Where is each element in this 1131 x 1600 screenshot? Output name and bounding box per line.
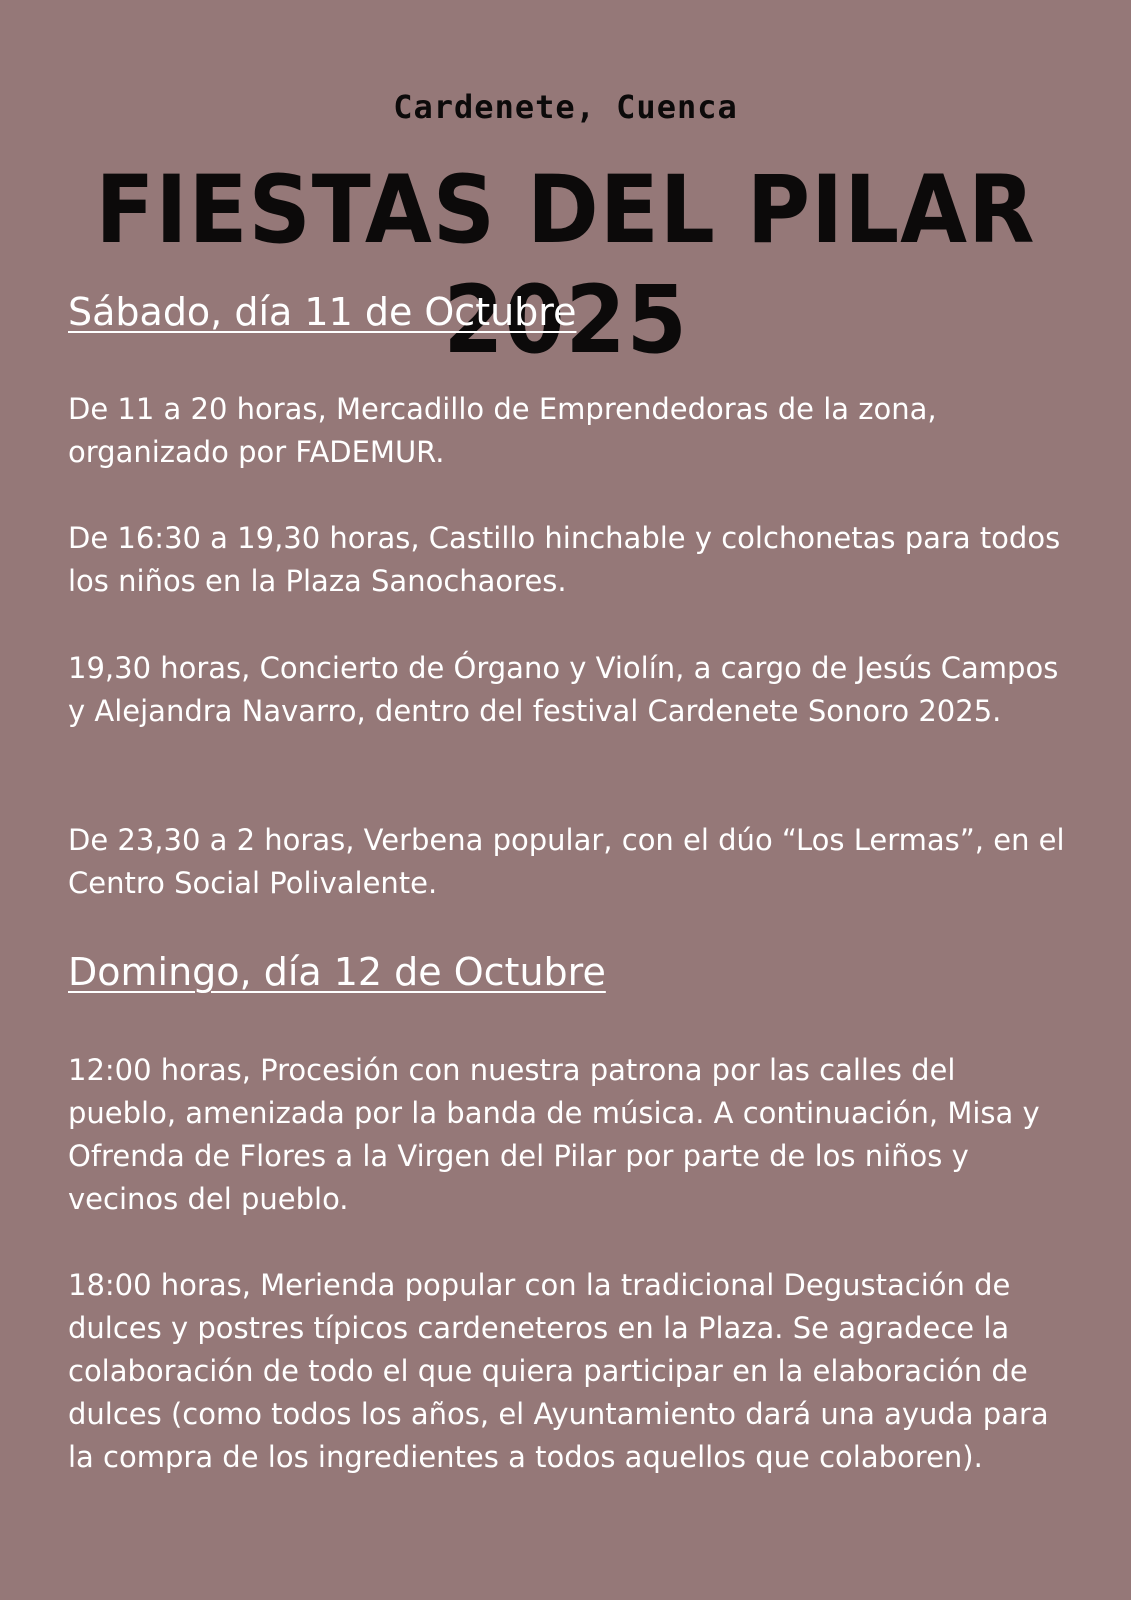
event-saturday-concert: 19,30 horas, Concierto de Órgano y Violín, a cargo de Jesús Campos y Alejandra Navarro, dentro del festival Cardenete Sonoro 2025. [68,651,1059,728]
saturday-heading: Sábado, día 11 de Octubre [68,290,577,334]
event-saturday-bouncy-castle: De 16:30 a 19,30 horas, Castillo hinchable y colchonetas para todos los niños en la Plaza Sanochaores. [68,521,1061,598]
event-sunday-merienda: 18:00 horas, Merienda popular con la tradicional Degustación de dulces y postres típicos cardeneteros en la Plaza. Se agradece la colaboración de todo el que quiera participar en la elaboración de dulces (como todos los años, el Ayuntamiento dará una ayuda para la compra de los ingredientes a todos aquellos que colaboren). [68,1268,1049,1474]
event-sunday-procession: 12:00 horas, Procesión con nuestra patrona por las calles del pueblo, amenizada por la banda de música. A continuación, Misa y Ofrenda de Flores a la Virgen del Pilar por parte de los niños y vecinos del pueblo. [68,1053,1040,1216]
event-saturday-market: De 11 a 20 horas, Mercadillo de Emprendedoras de la zona, organizado por FADEMUR. [68,392,937,469]
event-saturday-verbena: De 23,30 a 2 horas, Verbena popular, con el dúo “Los Lermas”, en el Centro Social Polivalente. [68,823,1065,900]
location-subtitle: Cardenete, Cuenca [393,88,738,126]
sunday-heading: Domingo, día 12 de Octubre [68,950,606,994]
poster-title: FIESTAS DEL PILAR 2025 [95,156,1036,375]
